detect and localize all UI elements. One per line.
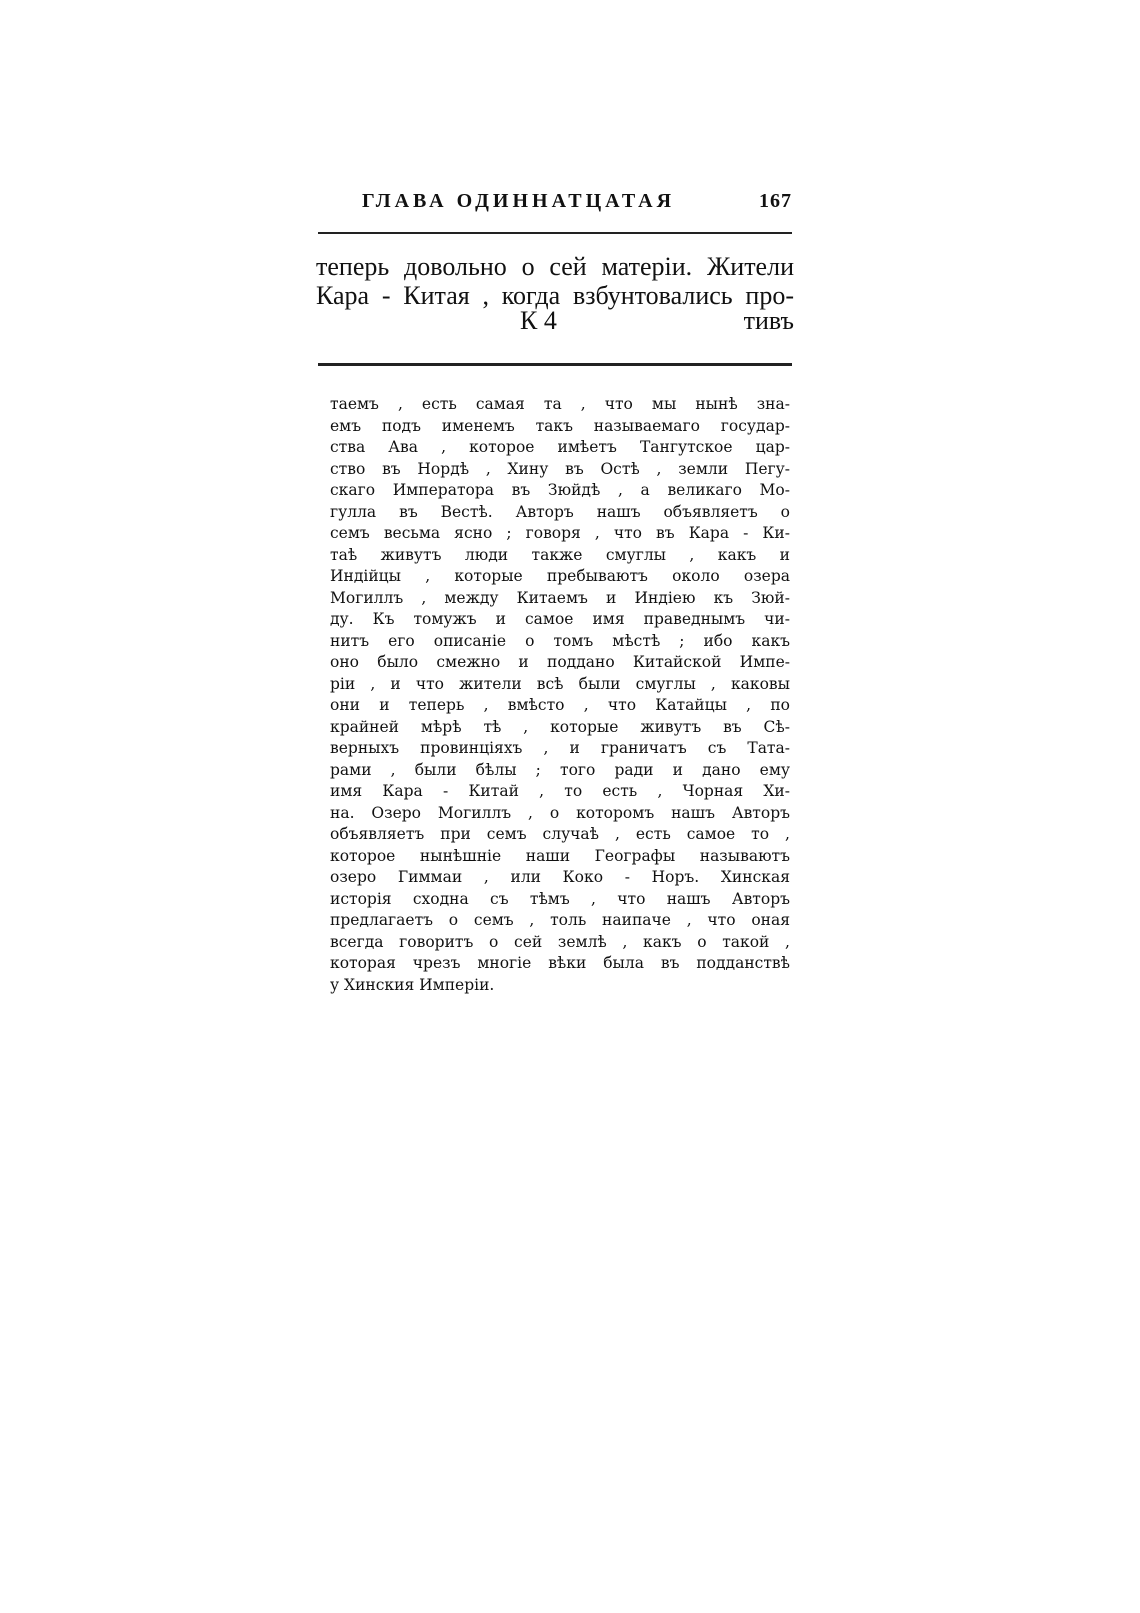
footnote-line: крайней мѣрѣ тѣ , которые живутъ въ Сѣ- <box>330 717 790 736</box>
footnote-line: таѣ живутъ люди также смуглы , какъ и <box>330 545 790 564</box>
footnote-line: рiи , и что жители всѣ были смуглы , каковы <box>330 674 790 693</box>
footnote-line: которое нынѣшнiе наши Географы называютъ <box>330 846 790 865</box>
footnote-line: озеро Гиммаи , или Коко - Норъ. Хинская <box>330 868 790 886</box>
footnote-line: Могиллъ , между Китаемъ и Индiею къ Зюй- <box>330 588 790 607</box>
footnote-line: исторiя сходна съ тѣмъ , что нашъ Авторъ <box>330 889 790 908</box>
footnote-line: емъ подъ имeнемъ такъ называемаго государ- <box>330 416 790 435</box>
footnote-line: всегда говоритъ о сей землѣ , какъ о такой , <box>330 932 790 951</box>
footnote-line: семъ весьма ясно ; говоря , что въ Кара - Ки- <box>330 524 790 542</box>
footnote-line: верныхъ провинцiяхъ , и граничатъ съ Тата- <box>330 739 790 757</box>
footnote-rule <box>318 363 792 366</box>
main-text-line-2: Кара - Китая , когда взбунтовались про- <box>316 281 794 310</box>
footnote-line: имя Кара - Китай , то есть , Чорная Хи- <box>330 782 790 800</box>
footnote-line: рами , были бѣлы ; того ради и дано ему <box>330 760 790 779</box>
footnote-line: таемъ , есть самая та , что мы нынѣ зна- <box>330 395 790 413</box>
footnote-line: Индiйцы , которые пребываютъ около озера <box>330 567 790 585</box>
footnote-line: на. Озеро Могиллъ , о которомъ нашъ Авторъ <box>330 803 790 822</box>
header-rule <box>318 232 792 234</box>
footnote-line: предлагаетъ о семъ , толь наипаче , что оная <box>330 911 790 929</box>
footnote-line: скаго Императора въ Зюйдѣ , а великаго Мо- <box>330 481 790 499</box>
footnote-line: они и теперь , вмѣсто , что Катайцы , по <box>330 696 790 714</box>
footnote-line: оно было смежно и поддано Китайской Импе- <box>330 653 790 671</box>
footnote-line: нитъ его описанiе о томъ мѣстѣ ; ибо какъ <box>330 631 790 650</box>
footnote-line: ства Ава , которое имѣетъ Тангутское цар- <box>330 438 790 456</box>
main-text <box>316 252 794 310</box>
catchword: тивъ <box>743 306 794 335</box>
footnote-line: ду. Къ томужъ и самое имя праведнымъ чи- <box>330 610 790 628</box>
footnote-line: ство въ Нордѣ , Хину въ Остѣ , земли Пегу- <box>330 459 790 478</box>
page-number: 167 <box>759 190 792 212</box>
footnote <box>330 394 790 996</box>
chapter-title: ГЛАВА ОДИННАТЦАТАЯ <box>362 190 676 212</box>
footnote-line: у Хинския Имперiи. <box>330 975 495 994</box>
signature-mark: К 4 <box>520 306 557 335</box>
footnote-line: объявляетъ при семъ случаѣ , есть самое то , <box>330 825 790 843</box>
running-header <box>362 190 792 213</box>
footnote-line: которая чрезъ многiе вѣки была въ подданствѣ <box>330 954 790 972</box>
footnote-line: гулла въ Вестѣ. Авторъ нашъ объявляетъ о <box>330 502 790 521</box>
main-text-line-1: теперь довольно о сей матерiи. Жители <box>316 252 794 281</box>
signature-line <box>316 306 794 336</box>
